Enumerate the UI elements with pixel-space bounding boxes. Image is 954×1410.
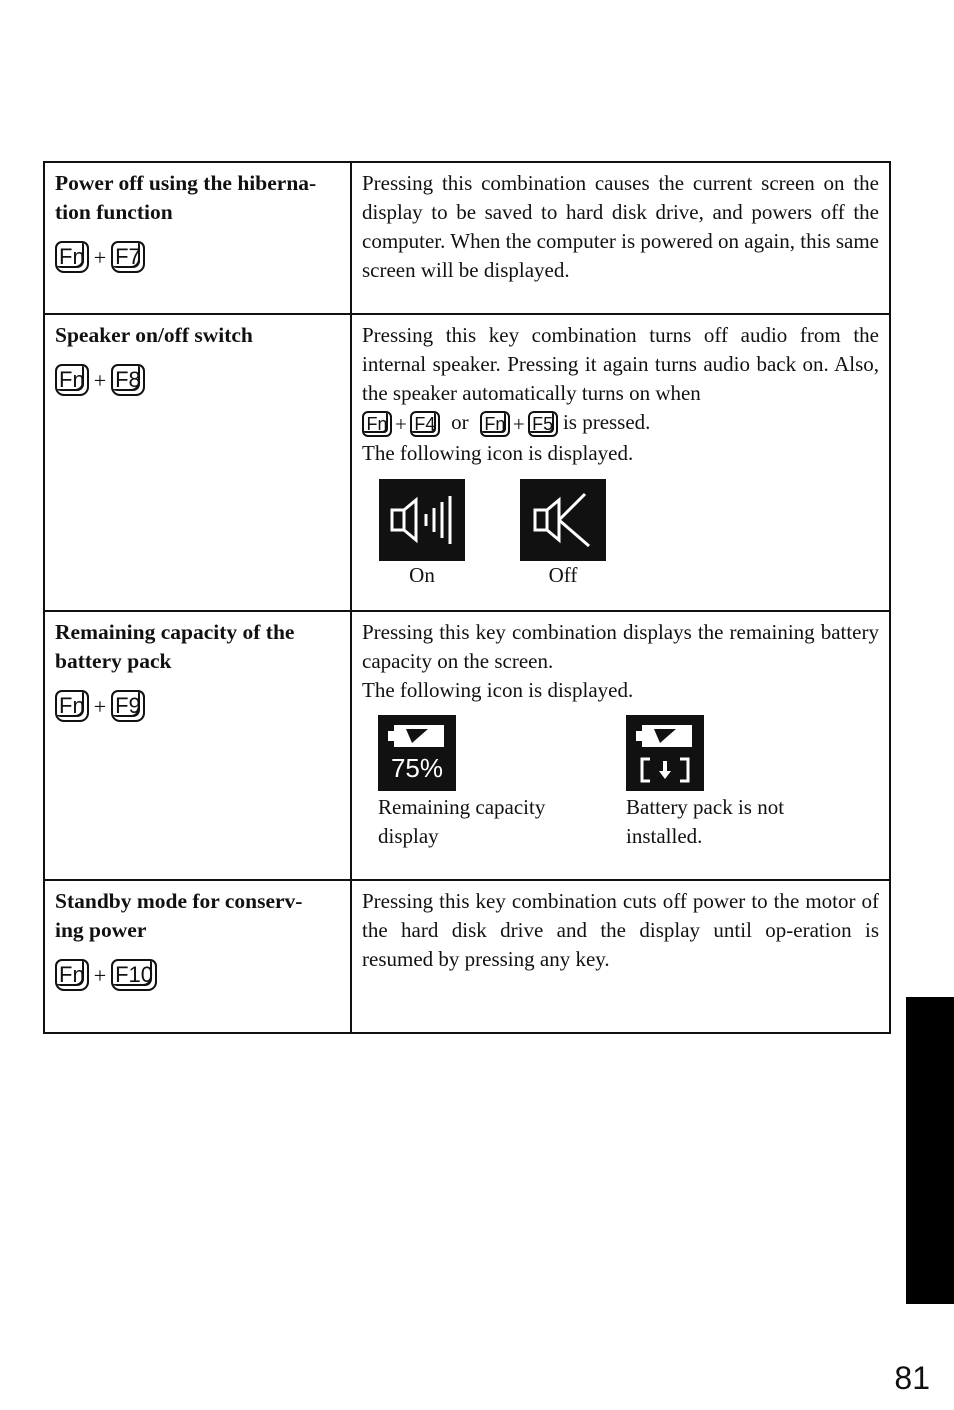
following-text: The following icon is displayed. (362, 440, 634, 465)
fn-key: Fn (55, 241, 89, 273)
feature-cell (44, 314, 351, 611)
description-cell (351, 162, 890, 314)
plus-sign: + (93, 244, 107, 270)
description-text: Pressing this key combination cuts off power to the motor of the hard disk drive and the display until op-eration is resumed by pressing any key. (362, 889, 879, 971)
icon-caption: Battery pack is not installed. (626, 795, 785, 848)
plus-sign: + (93, 962, 107, 988)
icon-caption: Remaining capacity display (378, 795, 546, 848)
table-row (44, 314, 890, 611)
fn-key: Fn (55, 364, 89, 396)
table-row (44, 162, 890, 314)
key-combo (55, 690, 340, 722)
fn-key: Fn (55, 959, 89, 991)
feature-title: Power off using the hiberna- tion function (55, 171, 317, 224)
description-cell (351, 611, 890, 880)
feature-title: Remaining capacity of the battery pack (55, 620, 295, 673)
plus-sign: + (93, 693, 107, 719)
feature-cell (44, 162, 351, 314)
description-text: Pressing this key combination displays the remaining battery capacity on the screen. (362, 620, 879, 673)
page-number: 81 (894, 1360, 930, 1396)
pressed-text: is pressed. (562, 410, 651, 434)
section-tab-marker (906, 997, 954, 1304)
speaker-off-icon (520, 479, 606, 561)
function-key-table (43, 161, 891, 1034)
table-row (44, 880, 890, 1033)
key-combo (55, 959, 340, 991)
speaker-on-icon (379, 479, 465, 561)
description-text: Pressing this key combination turns off audio from the internal speaker. Pressing it again turns audio back on. Also, the speaker automatically turns on when (362, 323, 879, 405)
f8-key: F8 (111, 364, 145, 396)
feature-title: Speaker on/off switch (55, 323, 253, 347)
fn-key: Fn (55, 690, 89, 722)
battery-not-installed-icon (626, 715, 704, 791)
icon-caption: Off (548, 562, 578, 587)
feature-cell (44, 611, 351, 880)
key-combo (55, 241, 340, 273)
feature-title: Standby mode for conserv- ing power (55, 889, 303, 942)
f5-key: F5 (528, 411, 558, 437)
f4-key: F4 (410, 411, 440, 437)
f7-key: F7 (111, 241, 145, 273)
description-text: Pressing this combination causes the current screen on the display to be saved to hard disk drive, and powers off the computer. When the computer is powered on again, this same screen will be displayed. (362, 171, 879, 282)
battery-icons (378, 715, 879, 851)
table-row (44, 611, 890, 880)
battery-remaining-icon (378, 715, 456, 791)
fn-key: Fn (362, 411, 392, 437)
f10-key: F10 (111, 959, 157, 991)
speaker-icons (379, 479, 879, 590)
key-combo (55, 364, 340, 396)
icon-caption: On (409, 562, 435, 587)
battery-readout: 75% (390, 753, 444, 783)
plus-sign: + (93, 367, 107, 393)
inline-combo-line (362, 408, 879, 439)
following-text: The following icon is displayed. (362, 678, 634, 702)
description-cell (351, 314, 890, 611)
or-text: or (451, 410, 469, 434)
description-cell (351, 880, 890, 1033)
plus-sign: + (512, 411, 525, 436)
fn-key: Fn (480, 411, 510, 437)
f9-key: F9 (111, 690, 145, 722)
feature-cell (44, 880, 351, 1033)
plus-sign: + (395, 411, 407, 436)
